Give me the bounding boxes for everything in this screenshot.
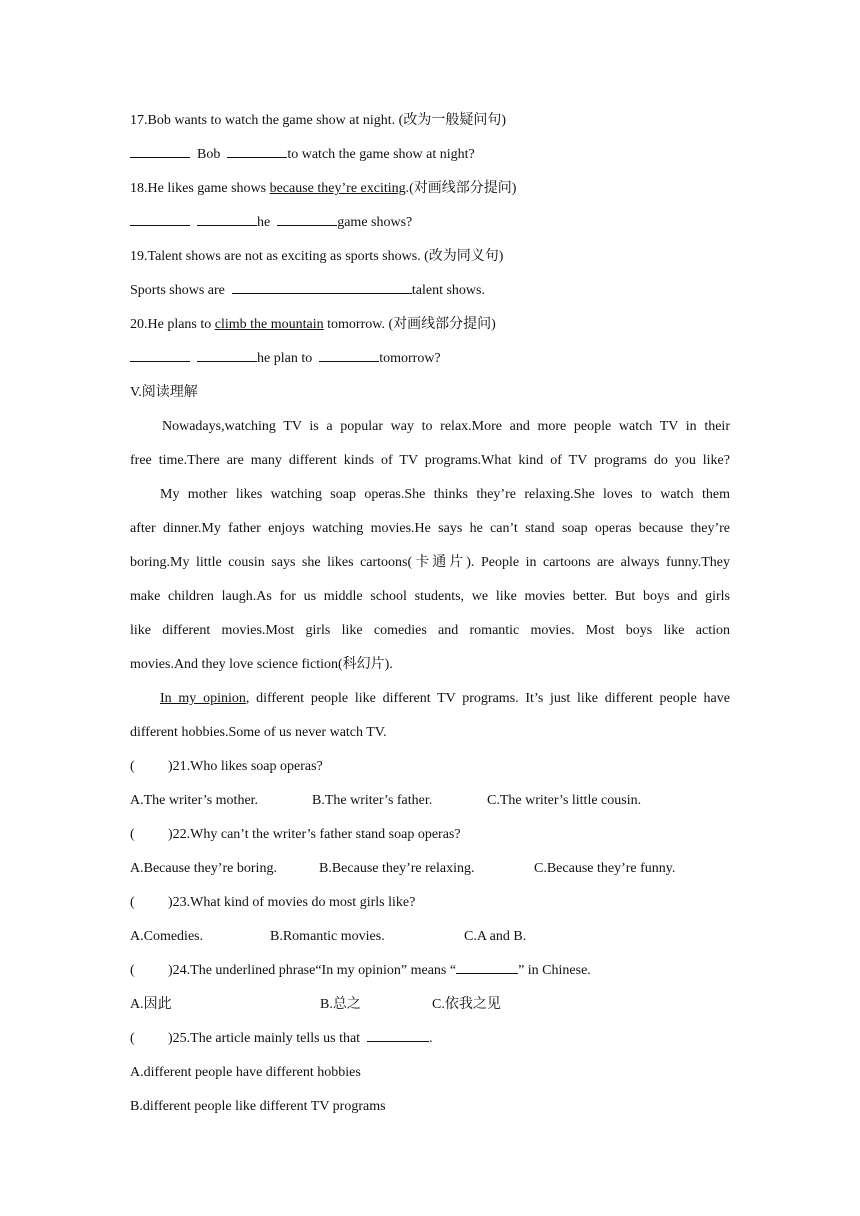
passage-line (130, 614, 730, 648)
answer-blank[interactable] (130, 211, 190, 226)
question-stem-text: ” in Chinese. (518, 963, 591, 978)
option-b[interactable]: B.Because they’re relaxing. (319, 861, 475, 876)
q20-prompt (130, 308, 730, 342)
question-stem-text: )23.What kind of movies do most girls like? (168, 895, 416, 910)
option-b[interactable]: B.总之 (320, 997, 361, 1012)
q18-underlined: because they’re exciting (269, 181, 406, 196)
question-option-line (130, 1090, 730, 1124)
option-a[interactable]: A.Comedies. (130, 929, 204, 944)
answer-paren[interactable]: ( (130, 759, 135, 774)
answer-blank[interactable] (456, 959, 518, 974)
option-c[interactable]: C.Because they’re funny. (534, 861, 676, 876)
q17-answer-bob: Bob (197, 147, 221, 162)
answer-blank[interactable] (197, 211, 257, 226)
q20-prefix: 20.He plans to (130, 317, 215, 332)
q20-answer-tail: tomorrow? (379, 351, 441, 366)
answer-blank[interactable] (367, 1027, 429, 1042)
q17-answer (130, 138, 730, 172)
answer-blank[interactable] (277, 211, 337, 226)
question-stem (130, 886, 730, 920)
answer-paren[interactable]: ( (130, 827, 135, 842)
question-options (130, 920, 730, 954)
q18-answer-tail: game shows? (337, 215, 413, 230)
question-stem (130, 954, 730, 988)
answer-blank[interactable] (130, 347, 190, 362)
option-b[interactable]: B.Romantic movies. (270, 929, 385, 944)
passage-text: make children laugh.As for us middle school students, we like movies better. But boys and girls (130, 589, 730, 604)
q19-answer-tail: talent shows. (411, 283, 485, 298)
passage-line (160, 478, 730, 512)
answer-paren[interactable]: ( (130, 963, 135, 978)
answer-paren[interactable]: ( (130, 1031, 135, 1046)
answer-blank[interactable] (319, 347, 379, 362)
q19-answer-head: Sports shows are (130, 283, 225, 298)
q19-answer (130, 274, 730, 308)
question-stem-text: )24.The underlined phrase“In my opinion” means “ (168, 963, 457, 978)
passage-text: different hobbies.Some of us never watch TV. (130, 725, 387, 740)
question-stem-text: )22.Why can’t the writer’s father stand soap operas? (168, 827, 461, 842)
q18-prompt (130, 172, 730, 206)
question-options (130, 852, 730, 886)
q19-prompt-text: 19.Talent shows are not as exciting as sports shows. (改为同义句) (130, 249, 504, 264)
q20-answer (130, 342, 730, 376)
q18-answer-he: he (257, 215, 271, 230)
passage-text: after dinner.My father enjoys watching movies.He says he can’t stand soap operas because they’re (130, 521, 730, 536)
answer-paren[interactable]: ( (130, 895, 135, 910)
passage-text: boring.My little cousin says she likes cartoons(卡通片). People in cartoons are always funny.They (130, 555, 730, 570)
answer-blank[interactable] (232, 279, 412, 294)
q17-answer-tail: to watch the game show at night? (287, 147, 475, 162)
passage-text: Nowadays,watching TV is a popular way to relax.More and more people watch TV in their (162, 419, 730, 434)
option-a[interactable]: A.The writer’s mother. (130, 793, 259, 808)
passage-line (130, 512, 730, 546)
passage-line (130, 648, 730, 682)
q17-prompt-text: 17.Bob wants to watch the game show at night. (改为一般疑问句) (130, 113, 507, 128)
section-title-text: V.阅读理解 (130, 385, 198, 400)
question-stem (130, 750, 730, 784)
question-option-line (130, 1056, 730, 1090)
passage-line (130, 580, 730, 614)
answer-blank[interactable] (197, 347, 257, 362)
passage-text: , different people like different TV programs. It’s just like different people have (245, 691, 730, 706)
underlined-phrase: In my opinion (160, 691, 246, 706)
question-stem (130, 818, 730, 852)
option-a[interactable]: A.different people have different hobbies (130, 1065, 361, 1080)
question-options (130, 784, 730, 818)
question-stem-text: )21.Who likes soap operas? (168, 759, 323, 774)
passage-text: movies.And they love science fiction(科幻片). (130, 657, 393, 672)
passage-text: free time.There are many different kinds of TV programs.What kind of TV programs do you like? (130, 453, 730, 468)
section-title (130, 376, 730, 410)
option-c[interactable]: C.The writer’s little cousin. (487, 793, 642, 808)
question-stem-text: . (429, 1031, 433, 1046)
option-a[interactable]: A.Because they’re boring. (130, 861, 277, 876)
option-b[interactable]: B.different people like different TV programs (130, 1099, 386, 1114)
q19-prompt (130, 240, 730, 274)
question-stem (130, 1022, 730, 1056)
answer-blank[interactable] (227, 143, 287, 158)
passage-line (162, 410, 730, 444)
passage-line (130, 546, 730, 580)
option-a[interactable]: A.因此 (130, 997, 172, 1012)
question-stem-text: )25.The article mainly tells us that (168, 1031, 361, 1046)
passage-text: like different movies.Most girls like comedies and romantic movies. Most boys like action (130, 623, 730, 638)
option-c[interactable]: C.A and B. (464, 929, 527, 944)
q20-answer-mid: he plan to (257, 351, 313, 366)
q18-suffix: .(对画线部分提问) (405, 181, 517, 196)
passage-line (160, 682, 730, 716)
q18-answer (130, 206, 730, 240)
option-c[interactable]: C.依我之见 (432, 997, 501, 1012)
passage-line (130, 716, 730, 750)
passage-line (130, 444, 730, 478)
q17-prompt (130, 104, 730, 138)
q20-suffix: tomorrow. (对画线部分提问) (323, 317, 496, 332)
question-options (130, 988, 730, 1022)
passage-text: My mother likes watching soap operas.She thinks they’re relaxing.She loves to watch them (160, 487, 730, 502)
answer-blank[interactable] (130, 143, 190, 158)
q18-prefix: 18.He likes game shows (130, 181, 270, 196)
option-b[interactable]: B.The writer’s father. (312, 793, 433, 808)
q20-underlined: climb the mountain (214, 317, 324, 332)
